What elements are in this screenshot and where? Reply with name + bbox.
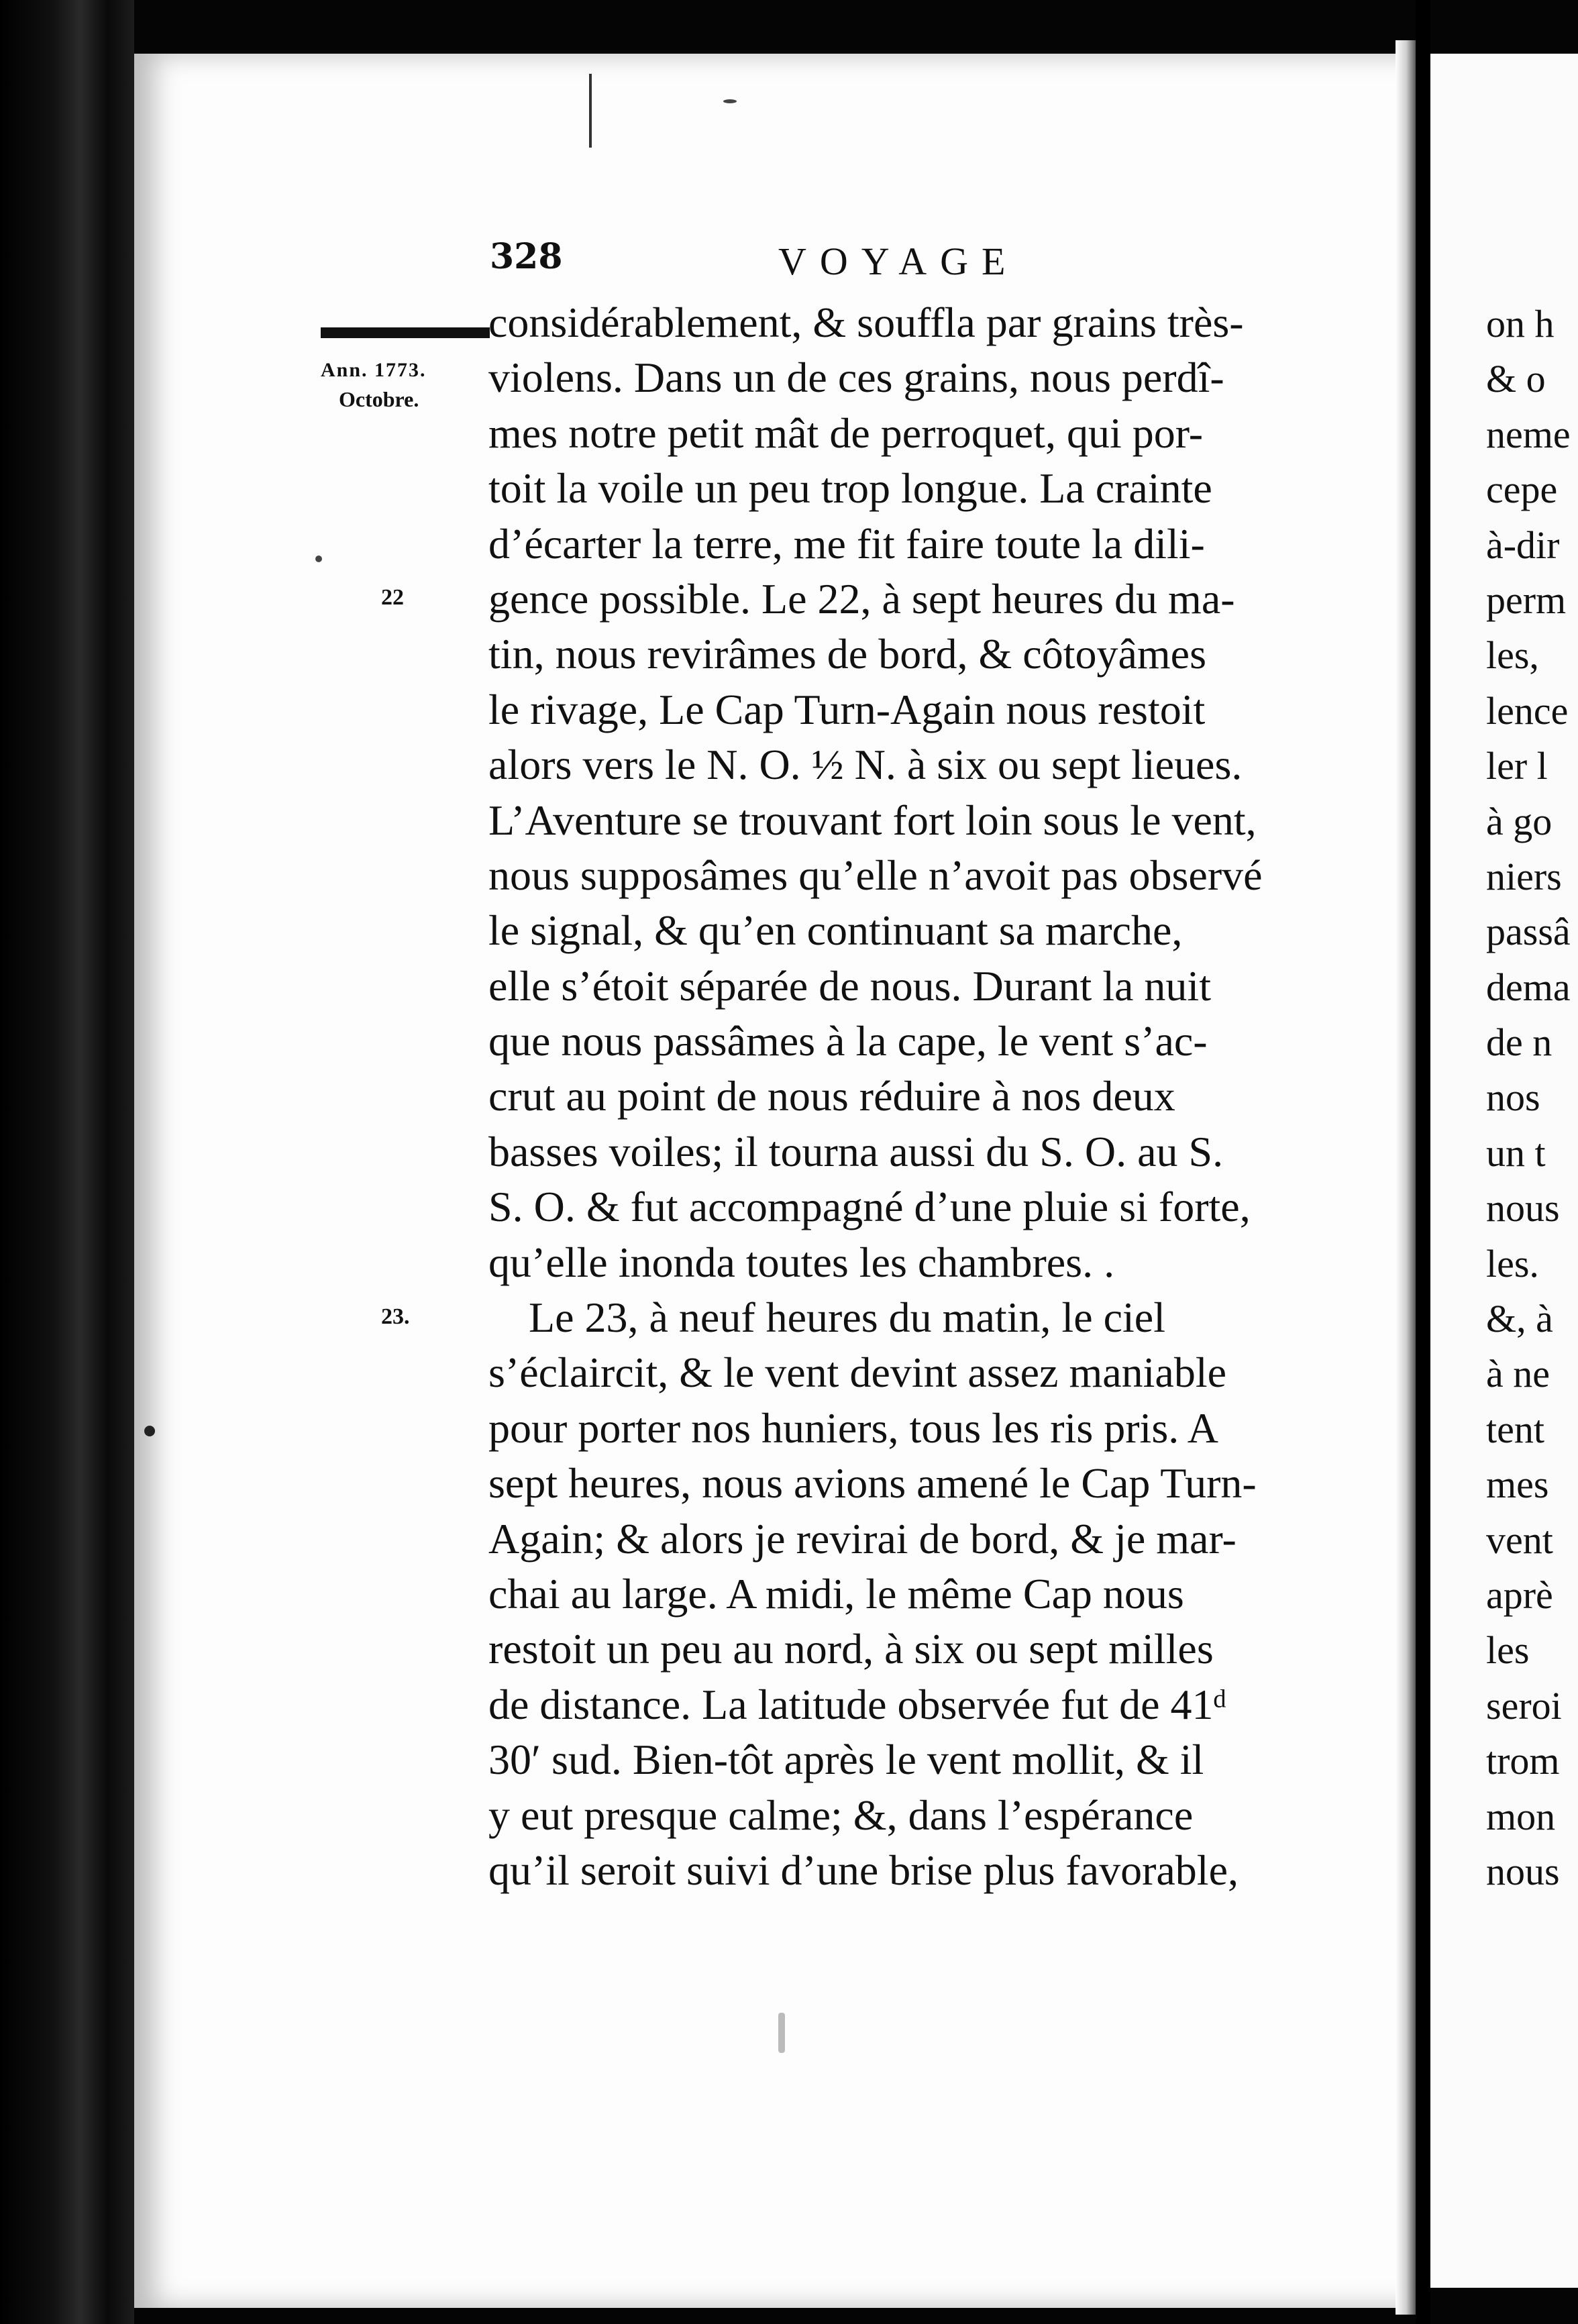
- scan-speck: [723, 99, 737, 103]
- text-line: restoit un peu au nord, à six ou sept milles: [488, 1625, 1214, 1673]
- right-text-fragment: on h: [1486, 302, 1555, 346]
- right-text-fragment: & o: [1486, 357, 1546, 401]
- scan-speck: [315, 556, 322, 562]
- text-line: L’Aventure se trouvant fort loin sous le vent,: [488, 796, 1257, 844]
- right-text-fragment: à go: [1486, 799, 1553, 843]
- scan-line-mark: [589, 74, 592, 148]
- text-line: gence possible. Le 22, à sept heures du ma-: [488, 574, 1235, 623]
- margin-note-month: Octobre.: [339, 387, 419, 411]
- text-line: y eut presque calme; &, dans l’espérance: [488, 1791, 1194, 1839]
- text-line: 30′ sud. Bien-tôt après le vent mollit, & il: [488, 1736, 1204, 1784]
- right-text-fragment: seroi: [1486, 1683, 1562, 1728]
- margin-note-year: Ann. 1773.: [321, 359, 427, 381]
- body-text: [488, 295, 1361, 1898]
- text-line: d’écarter la terre, me fit faire toute la dili-: [488, 519, 1205, 568]
- margin-rule: [321, 327, 490, 338]
- book-gutter: [1416, 0, 1430, 2324]
- text-line: toit la voile un peu trop longue. La crainte: [488, 464, 1212, 513]
- book-binding-left: [0, 0, 134, 2324]
- text-line: qu’il seroit suivi d’une brise plus favorable,: [488, 1846, 1239, 1894]
- right-text-fragment: lence: [1486, 688, 1569, 733]
- right-text-fragment: niers: [1486, 854, 1562, 898]
- text-line: considérablement, & souffla par grains très-: [488, 299, 1244, 346]
- right-text-fragment: nous: [1486, 1186, 1560, 1230]
- text-line: tin, nous revirâmes de bord, & côtoyâmes: [488, 630, 1206, 678]
- right-text-fragment: perm: [1486, 578, 1567, 622]
- text-line: que nous passâmes à la cape, le vent s’ac-: [488, 1017, 1208, 1065]
- text-line: de distance. La latitude observée fut de 41ᵈ: [488, 1680, 1227, 1728]
- right-text-fragment: à-dir: [1486, 523, 1560, 567]
- margin-date-22: 22: [381, 585, 404, 610]
- right-text-fragment: vent: [1486, 1518, 1553, 1562]
- text-line: chai au large. A midi, le même Cap nous: [488, 1569, 1184, 1618]
- text-line: Le 23, à neuf heures du matin, le ciel: [529, 1293, 1165, 1342]
- right-text-fragment: mes: [1486, 1463, 1549, 1507]
- text-line: violens. Dans un de ces grains, nous perdî-: [488, 354, 1224, 402]
- right-text-fragment: passâ: [1486, 910, 1571, 954]
- text-line: pour porter nos huniers, tous les ris pris. A: [488, 1404, 1218, 1452]
- text-line: le signal, & qu’en continuant sa marche,: [488, 906, 1183, 955]
- right-text-fragment: cepe: [1486, 468, 1558, 512]
- right-text-fragment: nos: [1486, 1075, 1540, 1120]
- text-line: alors vers le N. O. ½ N. à six ou sept lieues.: [488, 741, 1243, 789]
- right-text-fragment: un t: [1486, 1130, 1546, 1175]
- text-line: le rivage, Le Cap Turn-Again nous restoit: [488, 685, 1206, 733]
- right-text-fragment: neme: [1486, 412, 1571, 456]
- text-line: crut au point de nous réduire à nos deux: [488, 1072, 1175, 1120]
- right-text-fragment: ler l: [1486, 744, 1548, 788]
- page-header: [490, 236, 1060, 290]
- right-text-fragment: &, à: [1486, 1297, 1553, 1341]
- right-text-fragment: tent: [1486, 1407, 1544, 1451]
- scan-speck: [144, 1426, 155, 1436]
- right-text-fragment: les.: [1486, 1241, 1539, 1285]
- page-number: 328: [490, 236, 563, 277]
- text-line: qu’elle inonda toutes les chambres. .: [488, 1238, 1115, 1286]
- text-line: s’éclaircit, & le vent devint assez maniable: [488, 1349, 1226, 1397]
- running-head: VOYAGE: [778, 240, 1019, 283]
- right-text-fragment: nous: [1486, 1849, 1560, 1893]
- text-line: Again; & alors je revirai de bord, & je mar-: [488, 1514, 1237, 1563]
- text-line: sept heures, nous avions amené le Cap Turn-: [488, 1459, 1257, 1508]
- right-text-fragment: les: [1486, 1628, 1530, 1673]
- right-text-fragment: mon: [1486, 1794, 1556, 1838]
- right-text-fragment: trom: [1486, 1739, 1560, 1783]
- text-line: nous supposâmes qu’elle n’avoit pas observé: [488, 851, 1263, 899]
- right-page-text-clip: [1430, 54, 1578, 2288]
- text-line: mes notre petit mât de perroquet, qui por-: [488, 409, 1204, 457]
- text-line: basses voiles; il tourna aussi du S. O. au S.: [488, 1127, 1224, 1175]
- margin-date-23: 23.: [381, 1304, 410, 1329]
- scan-speck: [778, 2013, 785, 2053]
- right-text-fragment: de n: [1486, 1020, 1553, 1065]
- text-line: elle s’étoit séparée de nous. Durant la nuit: [488, 961, 1211, 1010]
- right-text-fragment: dema: [1486, 965, 1571, 1009]
- text-line: S. O. & fut accompagné d’une pluie si forte,: [488, 1183, 1251, 1231]
- right-text-fragment: à ne: [1486, 1352, 1550, 1396]
- right-page-text: [1486, 297, 1578, 1899]
- right-text-fragment: aprè: [1486, 1573, 1553, 1617]
- right-text-fragment: les,: [1486, 633, 1539, 678]
